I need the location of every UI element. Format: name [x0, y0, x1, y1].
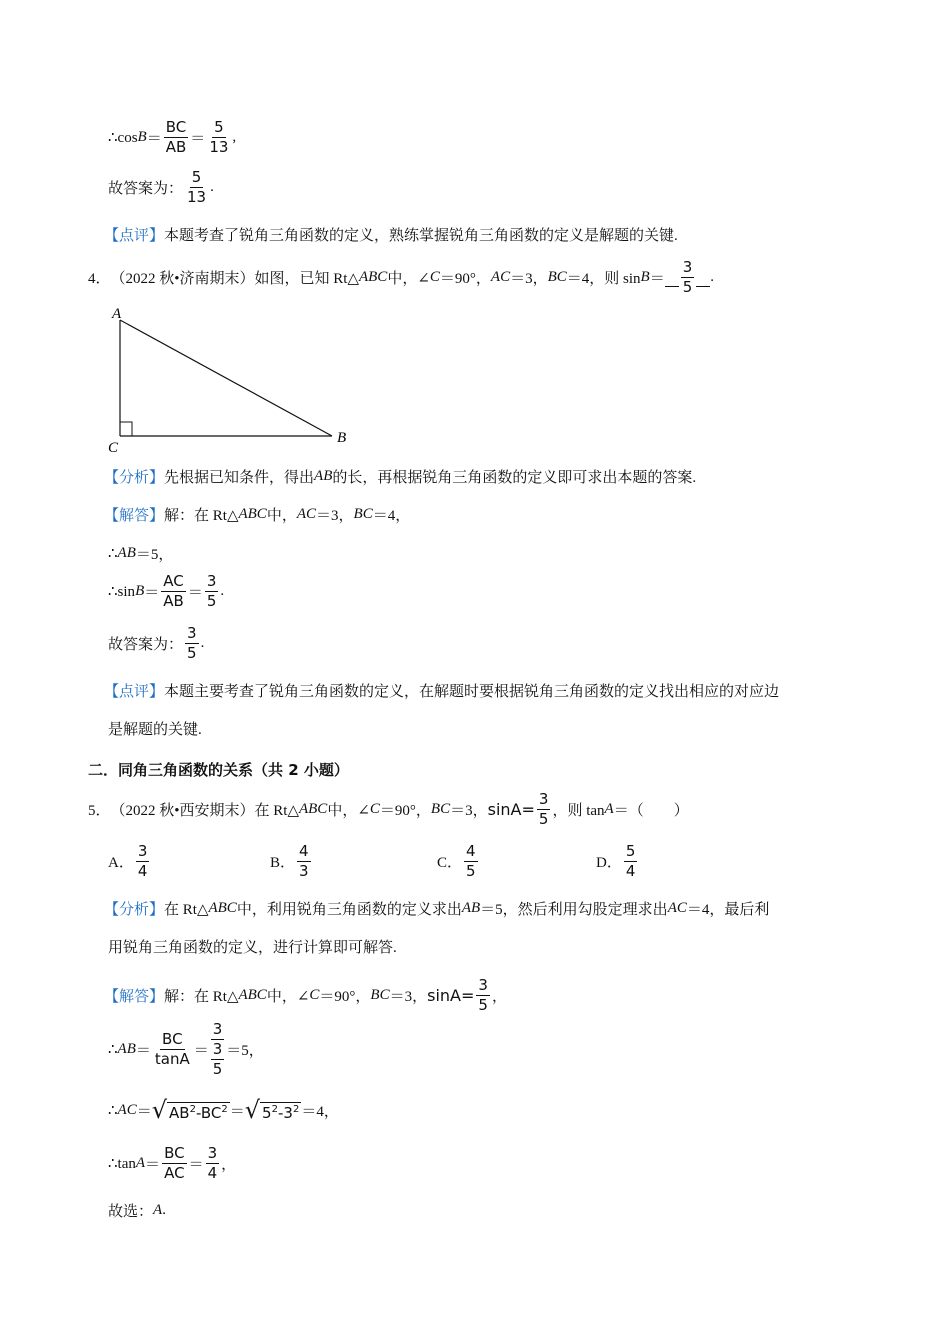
- vertex-label-a: A: [112, 306, 122, 322]
- q4-step-sin: ∴sin B ＝ $\frac{AC}{AB}$ ＝ $\frac{3}{5}$ .: [108, 572, 225, 610]
- q5-step-ab: ∴ AB ＝ $\frac{BC}{\tan A}$ ＝ $\frac{3}{\frac{3}{5}}$ ＝5，: [108, 1020, 264, 1078]
- option-a[interactable]: A． $\frac{3}{4}$: [108, 842, 148, 880]
- q4-answer-line: 故答案为： $\frac{3}{5}$ .: [108, 624, 205, 662]
- fraction: $\frac{3}{5}$: [538, 790, 549, 828]
- option-b[interactable]: B． $\frac{4}{3}$: [270, 842, 309, 880]
- fraction: $\frac{3}{4}$: [137, 842, 148, 880]
- right-triangle-figure: [100, 300, 360, 460]
- fraction: $\frac{BC}{AB}$: [165, 118, 187, 156]
- q4-question: 4． （2022 秋•济南期末）如图，已知 Rt△ ABC 中，∠ C ＝90°， AC ＝3， BC ＝4，则 sin B ＝ $\frac{3}{5}$ .: [88, 258, 715, 296]
- fraction: $\frac{5}{13}$: [209, 118, 229, 156]
- option-d[interactable]: D． $\frac{5}{4}$: [596, 842, 636, 880]
- fraction: $\frac{5}{4}$: [625, 842, 636, 880]
- q5-solution: 【解答】 解：在 Rt△ ABC 中，∠ C ＝90°， BC ＝3， sinA = $\frac{3}{5}$ ，: [104, 976, 507, 1014]
- vertex-label-c: C: [108, 440, 119, 456]
- fraction: $\frac{4}{3}$: [299, 842, 309, 880]
- q5-step-tan: ∴tan A ＝ $\frac{BC}{AC}$ ＝ $\frac{3}{4}$ ，: [108, 1144, 237, 1182]
- q5-analysis-line2: 用锐角三角函数的定义，进行计算即可解答.: [108, 940, 397, 956]
- vertex-label-b: B: [337, 430, 347, 446]
- section-title: 二．同角三角函数的关系（共 2 小题）: [88, 761, 349, 779]
- fraction: $\frac{4}{5}$: [466, 842, 476, 880]
- fraction: $\frac{3}{5}$: [682, 258, 693, 296]
- square-root: √ $5^2-3^2$: [244, 1096, 300, 1124]
- q4-comment-line1: 【点评】 本题主要考查了锐角三角函数的定义，在解题时要根据锐角三角函数的定义找出相应的对应边: [104, 684, 780, 700]
- q3-answer-line: 故答案为： $\frac{5}{13}$ .: [108, 168, 214, 206]
- q4-solution: 【解答】 解：在 Rt△ ABC 中， AC ＝3， BC ＝4，: [104, 506, 411, 524]
- fraction: $\frac{3}{5}$: [206, 572, 217, 610]
- q5-question: 5． （2022 秋•西安期末）在 Rt△ ABC 中，∠ C ＝90°， BC ＝3， sinA = $\frac{3}{5}$ ，则 tan A ＝（ ）: [88, 790, 689, 828]
- q3-comment: 【点评】 本题考查了锐角三角函数的定义，熟练掌握锐角三角函数的定义是解题的关键.: [104, 228, 678, 244]
- fraction: $\frac{BC}{AC}$: [164, 1144, 185, 1182]
- option-c[interactable]: C． $\frac{4}{5}$: [437, 842, 476, 880]
- fraction: $\frac{AC}{AB}$: [163, 572, 184, 610]
- q4-comment-line2: 是解题的关键.: [108, 722, 202, 738]
- fraction: $\frac{3}{5}$: [187, 624, 197, 662]
- square-root: √ $AB^2-BC^2$: [151, 1096, 228, 1124]
- q4-step-ab: ∴ AB ＝5，: [108, 545, 174, 563]
- q3-cos-line: ∴cos B ＝ $\frac{BC}{AB}$ ＝ $\frac{5}{13}$ ,: [108, 118, 237, 156]
- q5-analysis-line1: 【分析】 在 Rt△ ABC 中，利用锐角三角函数的定义求出 AB ＝5，然后利用勾股定理求出 AC ＝4，最后利: [104, 900, 770, 918]
- compound-fraction: $\frac{3}{\frac{3}{5}}$: [212, 1020, 223, 1078]
- answer-blank: [665, 258, 711, 297]
- fraction: $\frac{5}{13}$: [187, 168, 207, 206]
- q4-analysis: 【分析】 先根据已知条件，得出 AB 的长，再根据锐角三角函数的定义即可求出本题的答案.: [104, 468, 697, 486]
- fraction: $\frac{3}{5}$: [478, 976, 488, 1014]
- fraction: $\frac{3}{4}$: [207, 1144, 218, 1182]
- q5-choice: 故选： A .: [108, 1202, 166, 1220]
- fraction: $\frac{3}{5}$: [212, 1040, 223, 1078]
- q5-step-ac: ∴ AC ＝ √ $AB^2-BC^2$ ＝ √ $5^2-3^2$ ＝4，: [108, 1096, 339, 1124]
- fraction: $\frac{BC}{\tan A}$: [154, 1030, 190, 1068]
